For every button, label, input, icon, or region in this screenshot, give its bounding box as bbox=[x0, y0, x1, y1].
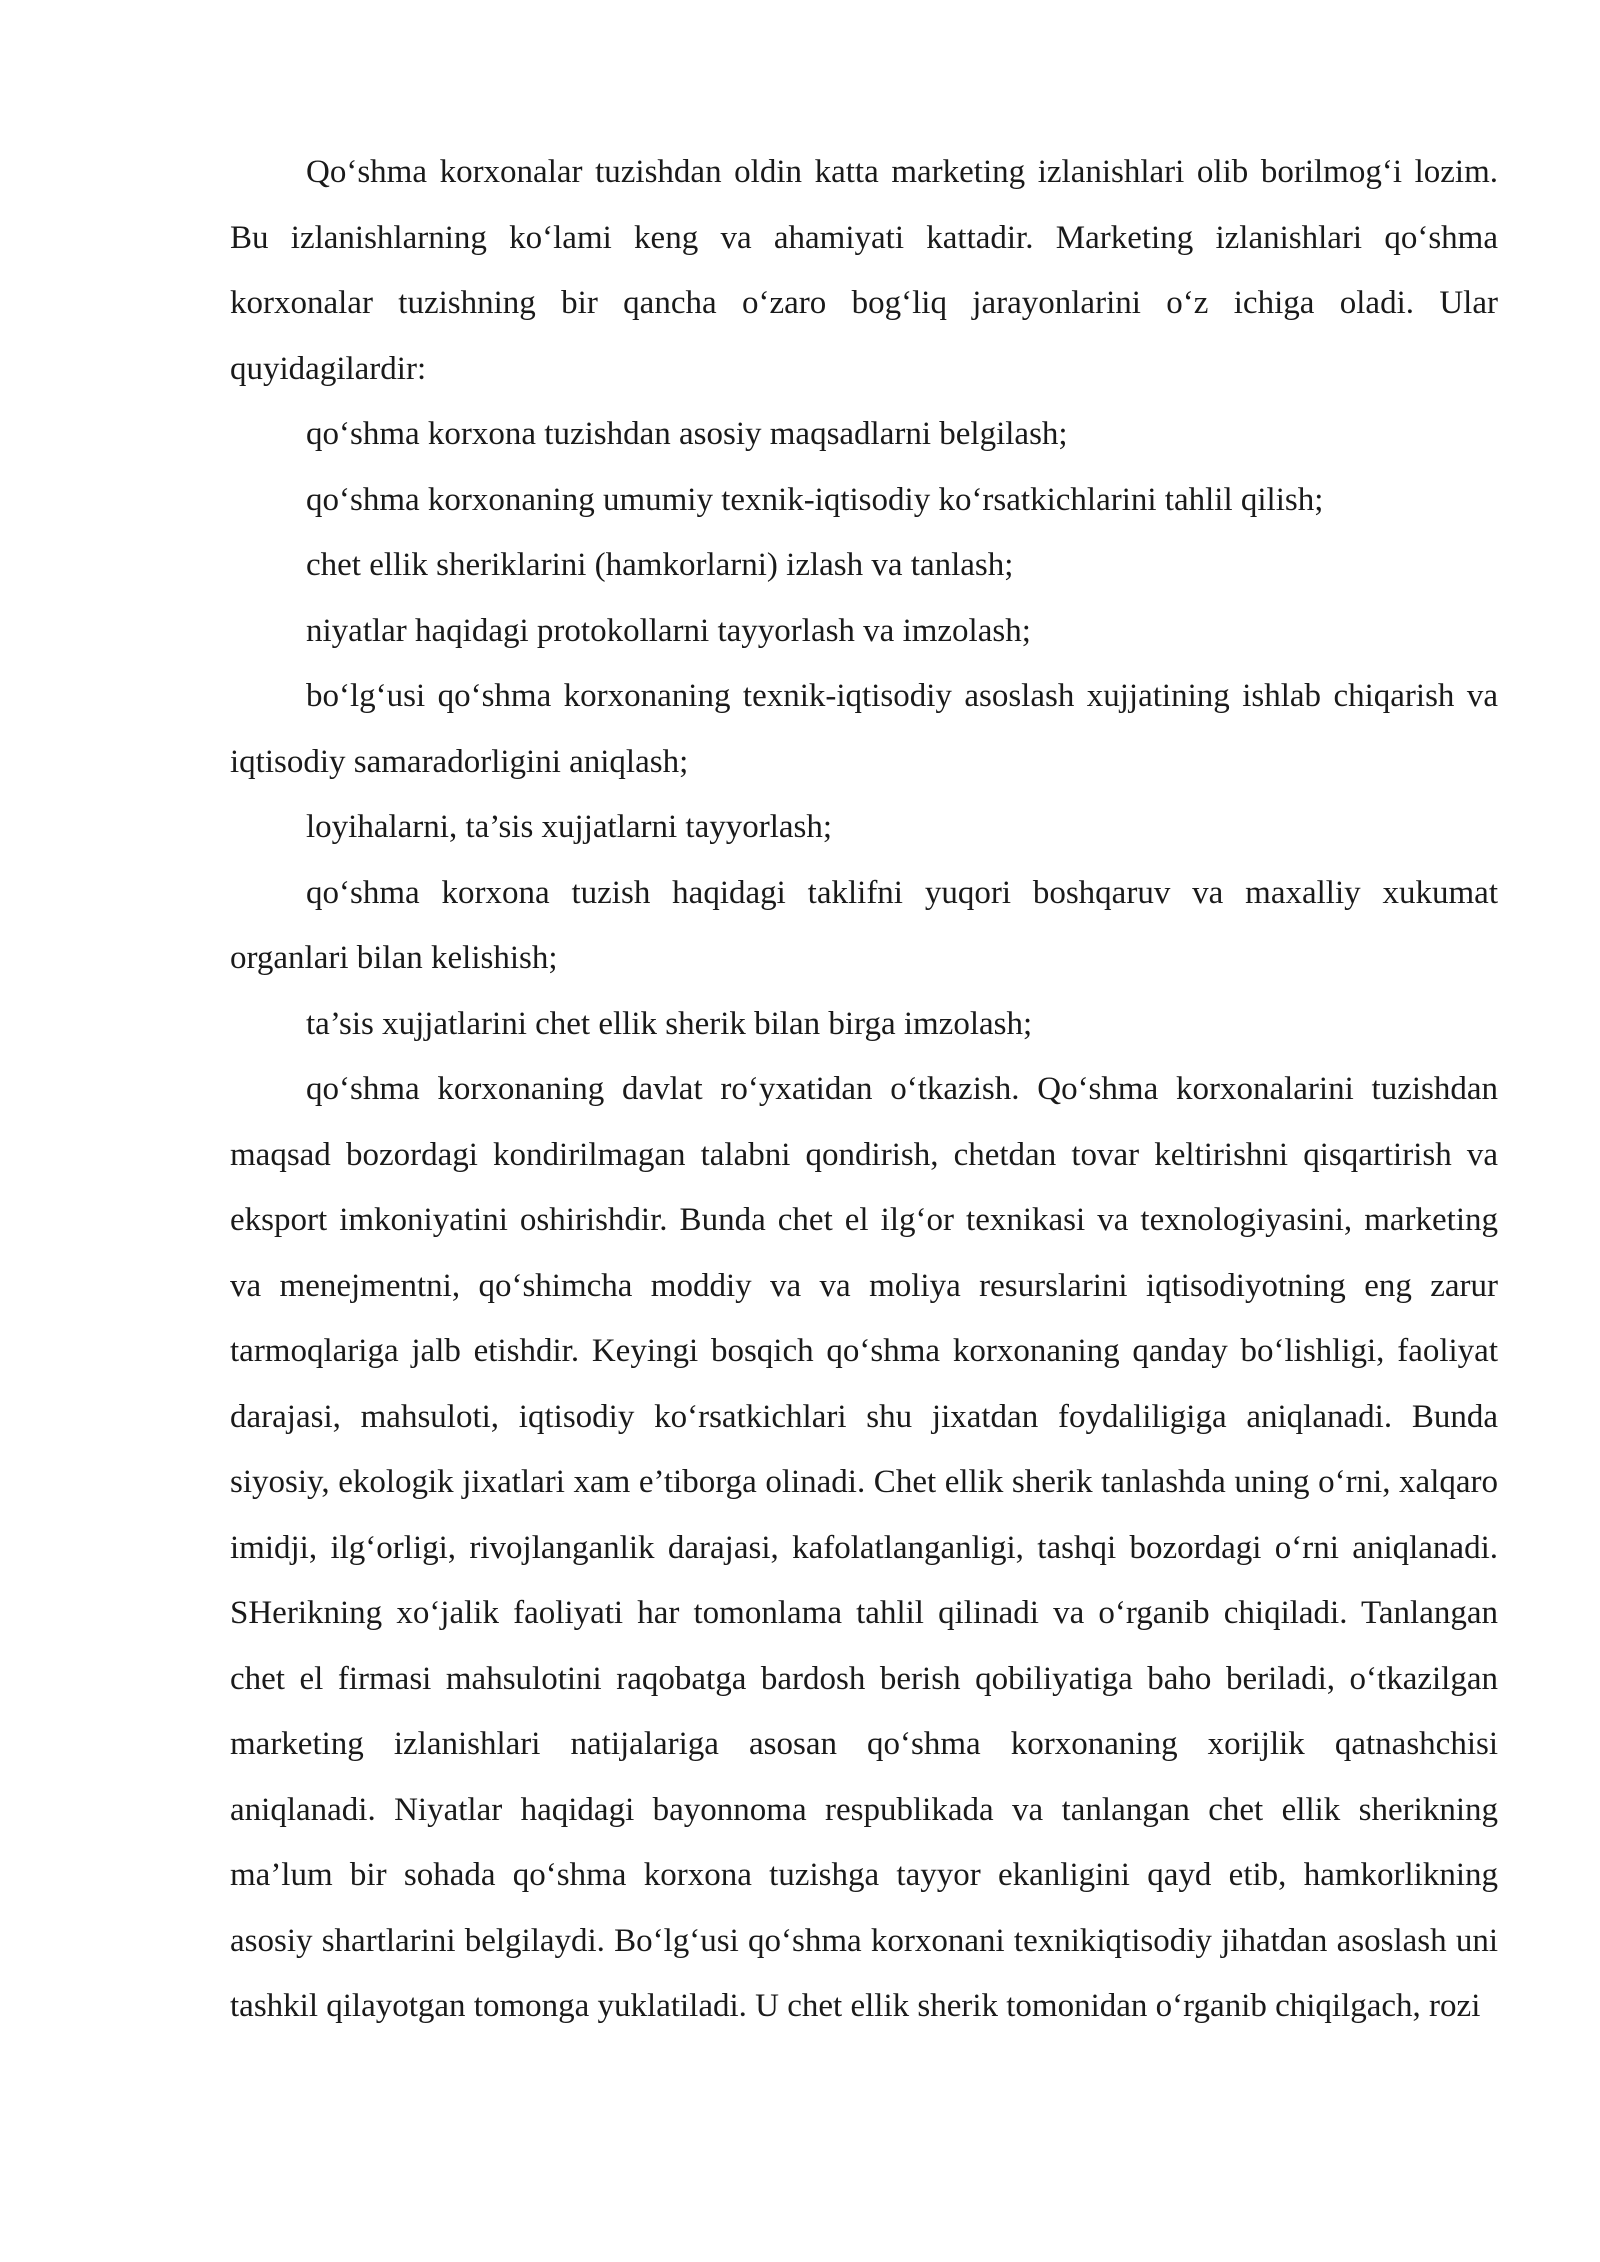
list-item: qo‘shma korxona tuzish haqidagi taklifni yuqori boshqaruv va maxalliy xukumat organlari bilan kelishish; bbox=[230, 874, 1498, 976]
main-paragraph: qo‘shma korxonaning davlat ro‘yxatidan o‘tkazish. Qo‘shma korxonalarini tuzishdan maqsad bozordagi kondirilmagan talabni qondirish, chetdan tovar keltirishni qisqartirish va eksport imkoniyatini oshirishdir. Bunda chet el ilg‘or texnikasi va texnologiyasini, marketing va menejmentni, qo‘shimcha moddiy va va moliya resurslarini iqtisodiyotning eng zarur tarmoqlariga jalb etishdir. Keyingi bosqich qo‘shma korxonaning qanday bo‘lishligi, faoliyat darajasi, mahsuloti, iqtisodiy ko‘rsatkichlari shu jixatdan foydaliligiga aniqlanadi. Bunda siyosiy, ekologik jixatlari xam e’tiborga olinadi. Chet ellik sherik tanlashda uning o‘rni, xalqaro imidji, ilg‘orligi, rivojlanganlik darajasi, kafolatlanganligi, tashqi bozordagi o‘rni aniqlanadi. SHerikning xo‘jalik faoliyati har tomonlama tahlil qilinadi va o‘rganib chiqiladi. Tanlangan chet el firmasi mahsulotini raqobatga bardosh berish qobiliyatiga baho beriladi, o‘tkazilgan marketing izlanishlari natijalariga asosan qo‘shma korxonaning xorijlik qatnashchisi aniqlanadi. Niyatlar haqidagi bayonnoma respublikada va tanlangan chet ellik sherikning ma’lum bir sohada qo‘shma korxona tuzishga tayyor ekanligini qayd etib, hamkorlikning asosiy shartlarini belgilaydi. Bo‘lg‘usi qo‘shma korxonani texnikiqtisodiy jihatdan asoslash uni tashkil qilayotgan tomonga yuklatiladi. U chet ellik sherik tomonidan o‘rganib chiqilgach, rozi bbox=[230, 1071, 1498, 2024]
list-item: bo‘lg‘usi qo‘shma korxonaning texnik-iqtisodiy asoslash xujjatining ishlab chiqarish va iqtisodiy samaradorligini aniqlash; bbox=[230, 678, 1498, 780]
list-item: qo‘shma korxonaning umumiy texnik-iqtisodiy ko‘rsatkichlarini tahlil qilish; bbox=[306, 481, 1324, 518]
list-item: chet ellik sheriklarini (hamkorlarni) izlash va tanlash; bbox=[306, 547, 1014, 583]
document-page bbox=[230, 140, 1498, 2040]
list-item: loyihalarni, ta’sis xujjatlarni tayyorlash; bbox=[306, 809, 833, 845]
list-item: qo‘shma korxona tuzishdan asosiy maqsadlarni belgilash; bbox=[306, 416, 1068, 452]
list-item: ta’sis xujjatlarini chet ellik sherik bilan birga imzolash; bbox=[306, 1005, 1033, 1042]
intro-paragraph: Qo‘shma korxonalar tuzishdan oldin katta marketing izlanishlari olib borilmog‘i lozim. Bu izlanishlarning ko‘lami keng va ahamiyati kattadir. Marketing izlanishlari qo‘shma korxonalar tuzishning bir qancha o‘zaro bog‘liq jarayonlarini o‘z ichiga oladi. Ular quyidagilardir: bbox=[230, 154, 1498, 387]
list-item: niyatlar haqidagi protokollarni tayyorlash va imzolash; bbox=[306, 612, 1031, 649]
